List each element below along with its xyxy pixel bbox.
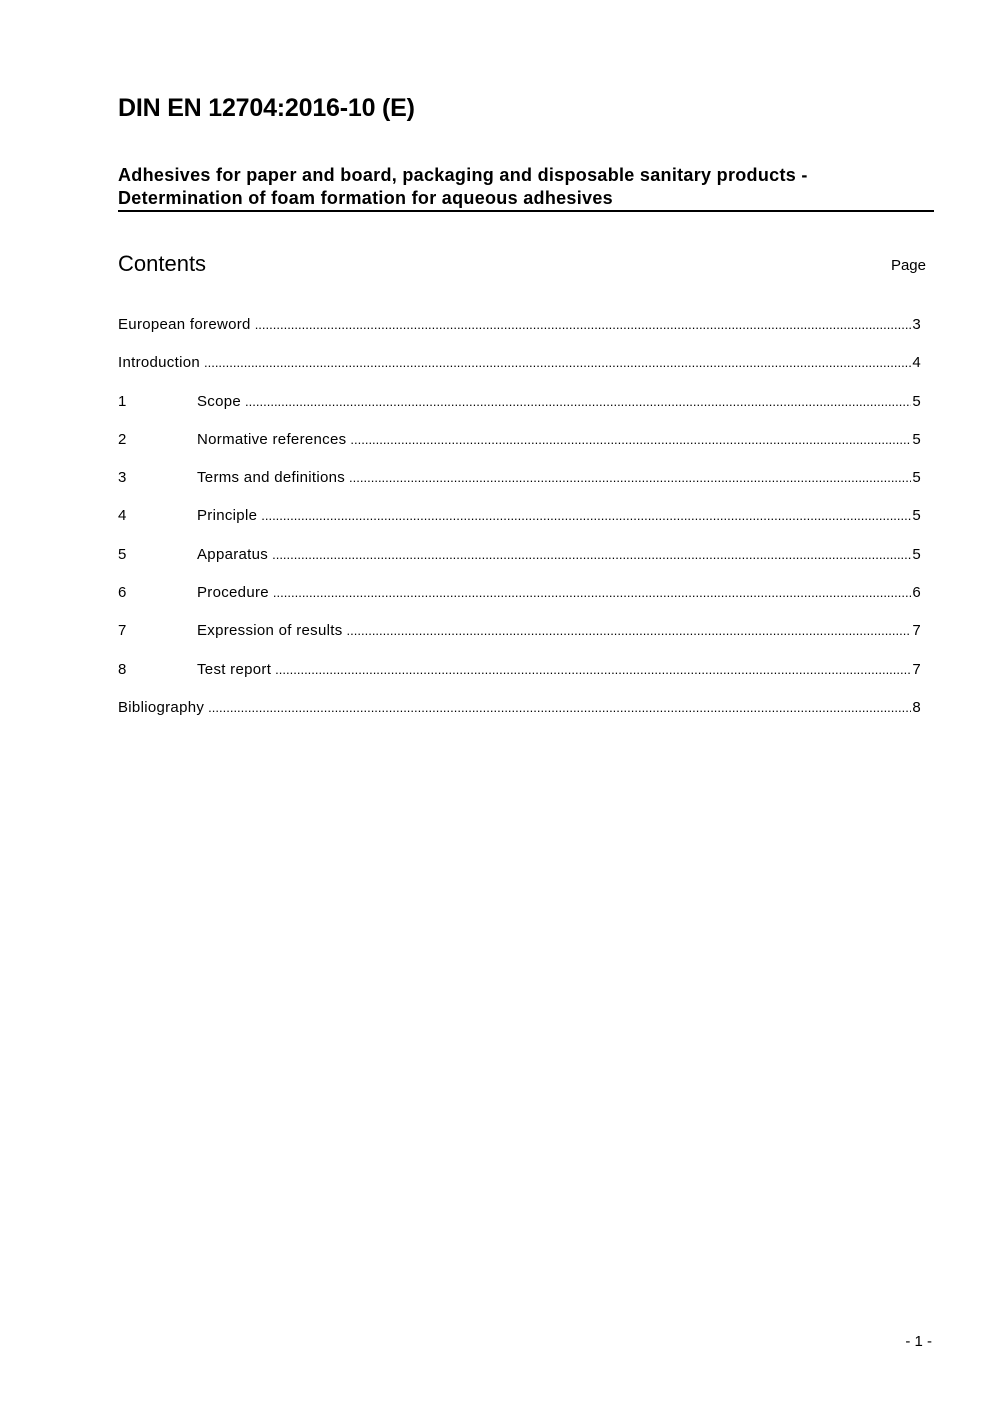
toc-entry-european-foreword[interactable] [118, 314, 921, 352]
contents-heading: Contents [118, 251, 207, 276]
subtitle-line-1: Adhesives for paper and board, packaging and disposable sanitary products - [118, 165, 808, 185]
toc-entry-page: 6 [912, 584, 921, 602]
toc-entry-number: 1 [118, 392, 127, 410]
toc-entry-page: 5 [912, 507, 921, 525]
toc-entry-number: 2 [118, 430, 127, 448]
toc-entry-page: 8 [912, 698, 921, 716]
table-of-contents [118, 314, 921, 735]
toc-entry-page: 7 [912, 622, 921, 640]
toc-entry-introduction[interactable] [118, 352, 921, 390]
toc-entry-normative-references[interactable] [118, 429, 921, 467]
toc-entry-procedure[interactable] [118, 582, 921, 620]
toc-entry-page: 3 [912, 316, 921, 333]
toc-entry-title: Test report [197, 660, 272, 678]
toc-entry-page: 5 [912, 430, 921, 448]
toc-entry-title: Scope [197, 392, 242, 410]
toc-leader-dots [261, 505, 911, 527]
toc-entry-number: 7 [118, 622, 127, 640]
toc-entry-title: Procedure [197, 584, 269, 602]
toc-entry-scope[interactable] [118, 391, 921, 429]
toc-entry-title: Apparatus [197, 545, 269, 563]
toc-entry-number: 3 [118, 469, 127, 487]
toc-leader-dots [255, 314, 912, 336]
toc-entry-apparatus[interactable] [118, 544, 921, 582]
toc-entry-page: 7 [912, 660, 921, 678]
toc-entry-page: 5 [912, 545, 921, 563]
document-subtitle [118, 164, 933, 210]
page-column-heading: Page [890, 257, 926, 274]
toc-leader-dots [350, 429, 911, 451]
toc-entry-terms-and-definitions[interactable] [118, 467, 921, 505]
toc-entry-page: 5 [912, 392, 921, 410]
toc-entry-number: 6 [118, 584, 127, 602]
toc-leader-dots [208, 697, 911, 719]
toc-entry-page: 5 [912, 469, 921, 487]
toc-entry-bibliography[interactable] [118, 697, 921, 735]
toc-entry-page: 4 [912, 354, 921, 372]
toc-entry-title: Normative references [197, 430, 347, 448]
document-id: DIN EN 12704:2016-10 (E) [118, 94, 415, 122]
toc-entry-number: 8 [118, 660, 127, 678]
toc-entry-title: Expression of results [197, 622, 343, 640]
toc-entry-title: Principle [197, 507, 258, 525]
toc-leader-dots [272, 544, 911, 566]
toc-leader-dots [273, 582, 911, 604]
toc-leader-dots [349, 467, 911, 489]
toc-leader-dots [347, 620, 912, 642]
toc-entry-title: Bibliography [118, 698, 205, 716]
subtitle-line-2: Determination of foam formation for aqueous adhesives [118, 188, 613, 208]
toc-entry-principle[interactable] [118, 505, 921, 543]
toc-leader-dots [245, 391, 911, 413]
toc-leader-dots [204, 352, 911, 374]
toc-entry-number: 5 [118, 545, 127, 563]
toc-entry-title: Introduction [118, 354, 200, 372]
toc-entry-title: European foreword [118, 316, 251, 333]
toc-entry-expression-of-results[interactable] [118, 620, 921, 658]
toc-leader-dots [275, 659, 911, 681]
footer-page-number: - 1 - [905, 1333, 932, 1350]
toc-entry-number: 4 [118, 507, 127, 525]
toc-entry-test-report[interactable] [118, 659, 921, 697]
toc-entry-title: Terms and definitions [197, 469, 346, 487]
title-divider [118, 210, 934, 212]
